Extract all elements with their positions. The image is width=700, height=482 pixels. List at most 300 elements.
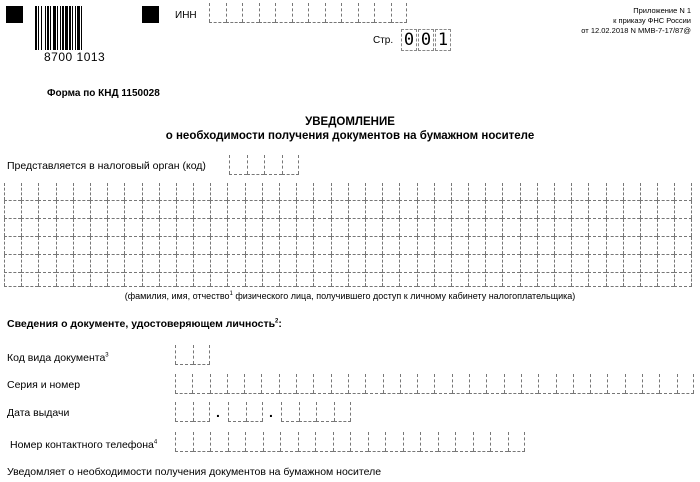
fio-row-6-cell[interactable] bbox=[520, 270, 537, 287]
fio-row-3-cell[interactable] bbox=[434, 219, 451, 237]
fio-row-6-cell[interactable] bbox=[227, 270, 244, 287]
fio-row-2-cell[interactable] bbox=[434, 201, 451, 219]
fio-row-6-cell[interactable] bbox=[588, 270, 605, 287]
fio-row-2-cell[interactable] bbox=[417, 201, 434, 219]
fio-row-3-cell[interactable] bbox=[502, 219, 519, 237]
phone-cells-cell[interactable] bbox=[175, 432, 193, 452]
fio-row-2-cell[interactable] bbox=[279, 201, 296, 219]
fio-row-2-cell[interactable] bbox=[176, 201, 193, 219]
fio-row-2-cell[interactable] bbox=[331, 201, 348, 219]
fio-row-6-cell[interactable] bbox=[262, 270, 279, 287]
series-number-cells-cell[interactable] bbox=[434, 374, 451, 394]
fio-row-6-cell[interactable] bbox=[554, 270, 571, 287]
fio-row-2-cell[interactable] bbox=[142, 201, 159, 219]
inn-cells-cell[interactable] bbox=[209, 3, 226, 23]
fio-row-1-cell[interactable] bbox=[73, 183, 90, 201]
fio-row-6-cell[interactable] bbox=[417, 270, 434, 287]
series-number-cells-cell[interactable] bbox=[331, 374, 348, 394]
fio-row-2-cell[interactable] bbox=[124, 201, 141, 219]
fio-row-6-cell[interactable] bbox=[640, 270, 657, 287]
series-number-cells-cell[interactable] bbox=[590, 374, 607, 394]
phone-cells-cell[interactable] bbox=[333, 432, 351, 452]
fio-row-2-cell[interactable] bbox=[485, 201, 502, 219]
fio-row-6-cell[interactable] bbox=[142, 270, 159, 287]
fio-row-4-cell[interactable] bbox=[434, 237, 451, 255]
fio-row-6-cell[interactable] bbox=[451, 270, 468, 287]
fio-row-3-cell[interactable] bbox=[399, 219, 416, 237]
fio-row-4-cell[interactable] bbox=[571, 237, 588, 255]
fio-row-4-cell[interactable] bbox=[245, 237, 262, 255]
inn-cells-cell[interactable] bbox=[242, 3, 259, 23]
fio-row-2-cell[interactable] bbox=[90, 201, 107, 219]
fio-row-4-cell[interactable] bbox=[640, 237, 657, 255]
fio-row-6-cell[interactable] bbox=[502, 270, 519, 287]
fio-row-1-cell[interactable] bbox=[554, 183, 571, 201]
fio-row-3-cell[interactable] bbox=[21, 219, 38, 237]
phone-cells-cell[interactable] bbox=[350, 432, 368, 452]
fio-row-2-cell[interactable] bbox=[227, 201, 244, 219]
series-number-cells-cell[interactable] bbox=[279, 374, 296, 394]
fio-row-4-cell[interactable] bbox=[365, 237, 382, 255]
fio-row-3-cell[interactable] bbox=[468, 219, 485, 237]
fio-row-1-cell[interactable] bbox=[90, 183, 107, 201]
fio-row-6-cell[interactable] bbox=[124, 270, 141, 287]
fio-row-2-cell[interactable] bbox=[520, 201, 537, 219]
doc-type-label bbox=[7, 352, 109, 364]
fio-row-3-cell[interactable] bbox=[588, 219, 605, 237]
fio-row-2-cell[interactable] bbox=[159, 201, 176, 219]
series-number-cells-cell[interactable] bbox=[192, 374, 209, 394]
fio-row-2-cell[interactable] bbox=[571, 201, 588, 219]
fio-row-1-cell[interactable] bbox=[520, 183, 537, 201]
phone-cells[interactable] bbox=[175, 432, 525, 452]
page-digit-3[interactable]: 1 bbox=[435, 29, 451, 51]
fio-row-2-cell[interactable] bbox=[606, 201, 623, 219]
series-number-cells-cell[interactable] bbox=[642, 374, 659, 394]
fio-row-2-cell[interactable] bbox=[21, 201, 38, 219]
phone-cells-cell[interactable] bbox=[368, 432, 386, 452]
tax-authority-code-cells-cell[interactable] bbox=[229, 155, 247, 175]
fio-row-1-cell[interactable] bbox=[640, 183, 657, 201]
series-number-cells-cell[interactable] bbox=[452, 374, 469, 394]
inn-cells-cell[interactable] bbox=[308, 3, 325, 23]
issue-month-cells-cell[interactable] bbox=[246, 402, 264, 422]
fio-row-1-cell[interactable] bbox=[227, 183, 244, 201]
inn-cells-cell[interactable] bbox=[259, 3, 276, 23]
fio-row-3-cell[interactable] bbox=[520, 219, 537, 237]
fio-row-3-cell[interactable] bbox=[485, 219, 502, 237]
series-number-cells-cell[interactable] bbox=[504, 374, 521, 394]
fio-row-1-cell[interactable] bbox=[313, 183, 330, 201]
fio-row-6-cell[interactable] bbox=[176, 270, 193, 287]
fio-row-1-cell[interactable] bbox=[434, 183, 451, 201]
fio-row-2-cell[interactable] bbox=[468, 201, 485, 219]
fio-row-1[interactable] bbox=[4, 183, 692, 201]
fio-row-6-cell[interactable] bbox=[279, 270, 296, 287]
issue-year-cells-cell[interactable] bbox=[334, 402, 352, 422]
series-number-cells-cell[interactable] bbox=[261, 374, 278, 394]
fio-row-1-cell[interactable] bbox=[674, 183, 691, 201]
fio-row-6-cell[interactable] bbox=[21, 270, 38, 287]
issue-day-cells-cell[interactable] bbox=[175, 402, 193, 422]
barcode-bar bbox=[81, 6, 82, 50]
fio-row-3-cell[interactable] bbox=[90, 219, 107, 237]
fio-row-3-cell[interactable] bbox=[56, 219, 73, 237]
fio-row-3-cell[interactable] bbox=[38, 219, 55, 237]
fio-row-3-cell[interactable] bbox=[331, 219, 348, 237]
fio-row-2-cell[interactable] bbox=[107, 201, 124, 219]
issue-day-cells-cell[interactable] bbox=[193, 402, 211, 422]
series-number-cells-cell[interactable] bbox=[365, 374, 382, 394]
fio-row-1-cell[interactable] bbox=[571, 183, 588, 201]
fio-row-3-cell[interactable] bbox=[640, 219, 657, 237]
fio-row-4-cell[interactable] bbox=[4, 237, 21, 255]
fio-row-3-cell[interactable] bbox=[296, 219, 313, 237]
fio-row-2-cell[interactable] bbox=[623, 201, 640, 219]
series-number-cells-cell[interactable] bbox=[469, 374, 486, 394]
fio-row-6-cell[interactable] bbox=[365, 270, 382, 287]
fio-row-6-cell[interactable] bbox=[245, 270, 262, 287]
fio-row-4-cell[interactable] bbox=[554, 237, 571, 255]
fio-row-3-cell[interactable] bbox=[176, 219, 193, 237]
inn-cells-cell[interactable] bbox=[226, 3, 243, 23]
series-number-cells-cell[interactable] bbox=[521, 374, 538, 394]
fio-row-4-cell[interactable] bbox=[159, 237, 176, 255]
fio-row-3-cell[interactable] bbox=[606, 219, 623, 237]
inn-cells-cell[interactable] bbox=[325, 3, 342, 23]
fio-row-2-cell[interactable] bbox=[245, 201, 262, 219]
fio-row-1-cell[interactable] bbox=[245, 183, 262, 201]
fio-row-4-cell[interactable] bbox=[262, 237, 279, 255]
series-number-cells-cell[interactable] bbox=[677, 374, 694, 394]
fio-row-2[interactable] bbox=[4, 201, 692, 219]
fio-row-6-cell[interactable] bbox=[468, 270, 485, 287]
fio-row-1-cell[interactable] bbox=[279, 183, 296, 201]
tax-authority-code-cells-cell[interactable] bbox=[264, 155, 282, 175]
fio-row-4-cell[interactable] bbox=[21, 237, 38, 255]
fio-row-6-cell[interactable] bbox=[90, 270, 107, 287]
fio-row-1-cell[interactable] bbox=[451, 183, 468, 201]
page-digit-2[interactable]: 0 bbox=[418, 29, 434, 51]
fio-row-2-cell[interactable] bbox=[348, 201, 365, 219]
doc-type-cells-cell[interactable] bbox=[193, 345, 211, 365]
fio-row-4-cell[interactable] bbox=[657, 237, 674, 255]
inn-cells-cell[interactable] bbox=[275, 3, 292, 23]
fio-row-1-cell[interactable] bbox=[365, 183, 382, 201]
fio-row-1-cell[interactable] bbox=[4, 183, 21, 201]
fio-row-2-cell[interactable] bbox=[56, 201, 73, 219]
fio-row-4[interactable] bbox=[4, 237, 692, 255]
fio-row-3-cell[interactable] bbox=[417, 219, 434, 237]
fio-row-4-cell[interactable] bbox=[210, 237, 227, 255]
fio-row-3-cell[interactable] bbox=[571, 219, 588, 237]
tax-authority-code-cells-cell[interactable] bbox=[247, 155, 265, 175]
fio-row-3-cell[interactable] bbox=[674, 219, 691, 237]
fio-row-3-cell[interactable] bbox=[245, 219, 262, 237]
fio-row-6-cell[interactable] bbox=[56, 270, 73, 287]
fio-row-3-cell[interactable] bbox=[159, 219, 176, 237]
fio-row-1-cell[interactable] bbox=[399, 183, 416, 201]
fio-row-2-cell[interactable] bbox=[365, 201, 382, 219]
phone-cells-cell[interactable] bbox=[298, 432, 316, 452]
fio-row-1-cell[interactable] bbox=[537, 183, 554, 201]
fio-row-3-cell[interactable] bbox=[124, 219, 141, 237]
doc-type-cells[interactable] bbox=[175, 345, 210, 365]
fio-row-4-cell[interactable] bbox=[227, 237, 244, 255]
fio-row-4-cell[interactable] bbox=[399, 237, 416, 255]
document-section-footnote-mark: 2 bbox=[275, 318, 279, 325]
fio-row-3-cell[interactable] bbox=[365, 219, 382, 237]
fio-row-1-cell[interactable] bbox=[176, 183, 193, 201]
fio-row-1-cell[interactable] bbox=[142, 183, 159, 201]
fio-row-2-cell[interactable] bbox=[73, 201, 90, 219]
fio-row-4-cell[interactable] bbox=[279, 237, 296, 255]
fio-row-2-cell[interactable] bbox=[588, 201, 605, 219]
tax-authority-code-cells-cell[interactable] bbox=[282, 155, 300, 175]
fio-row-3-cell[interactable] bbox=[554, 219, 571, 237]
phone-cells-cell[interactable] bbox=[508, 432, 526, 452]
fio-row-4-cell[interactable] bbox=[90, 237, 107, 255]
fio-row-3-cell[interactable] bbox=[73, 219, 90, 237]
fio-row-4-cell[interactable] bbox=[606, 237, 623, 255]
phone-cells-cell[interactable] bbox=[280, 432, 298, 452]
fio-row-4-cell[interactable] bbox=[623, 237, 640, 255]
series-number-cells-cell[interactable] bbox=[227, 374, 244, 394]
fio-row-6-cell[interactable] bbox=[657, 270, 674, 287]
phone-cells-cell[interactable] bbox=[455, 432, 473, 452]
tax-authority-label: Представляется в налоговый орган (код) bbox=[7, 160, 206, 172]
fio-row-1-cell[interactable] bbox=[193, 183, 210, 201]
fio-caption-start: (фамилия, имя, отчество bbox=[124, 291, 230, 301]
fio-row-3-cell[interactable] bbox=[382, 219, 399, 237]
fio-row-3-cell[interactable] bbox=[210, 219, 227, 237]
series-number-cells-cell[interactable] bbox=[296, 374, 313, 394]
fio-row-6-cell[interactable] bbox=[4, 270, 21, 287]
fio-row-4-cell[interactable] bbox=[417, 237, 434, 255]
fio-row-6-cell[interactable] bbox=[623, 270, 640, 287]
series-number-cells-cell[interactable] bbox=[175, 374, 192, 394]
issue-year-cells[interactable] bbox=[281, 402, 351, 422]
fio-row-6-cell[interactable] bbox=[38, 270, 55, 287]
series-number-cells-cell[interactable] bbox=[486, 374, 503, 394]
fio-row-3-cell[interactable] bbox=[107, 219, 124, 237]
fio-row-3-cell[interactable] bbox=[262, 219, 279, 237]
fio-row-2-cell[interactable] bbox=[262, 201, 279, 219]
fio-row-4-cell[interactable] bbox=[193, 237, 210, 255]
fio-row-2-cell[interactable] bbox=[451, 201, 468, 219]
fio-row-6-cell[interactable] bbox=[210, 270, 227, 287]
phone-cells-cell[interactable] bbox=[420, 432, 438, 452]
series-number-cells-cell[interactable] bbox=[400, 374, 417, 394]
document-section-title bbox=[7, 318, 282, 330]
fio-row-4-cell[interactable] bbox=[382, 237, 399, 255]
fio-row-4-cell[interactable] bbox=[502, 237, 519, 255]
fio-row-2-cell[interactable] bbox=[210, 201, 227, 219]
fio-row-6-cell[interactable] bbox=[159, 270, 176, 287]
fio-row-4-cell[interactable] bbox=[674, 237, 691, 255]
page-digit-1[interactable]: 0 bbox=[401, 29, 417, 51]
series-number-cells-cell[interactable] bbox=[313, 374, 330, 394]
series-number-cells-cell[interactable] bbox=[625, 374, 642, 394]
fio-row-2-cell[interactable] bbox=[38, 201, 55, 219]
inn-cells-cell[interactable] bbox=[391, 3, 408, 23]
series-number-cells-cell[interactable] bbox=[659, 374, 676, 394]
fio-row-4-cell[interactable] bbox=[56, 237, 73, 255]
fio-row-3-cell[interactable] bbox=[313, 219, 330, 237]
fio-row-3[interactable] bbox=[4, 219, 692, 237]
issue-month-cells-cell[interactable] bbox=[228, 402, 246, 422]
series-number-cells[interactable] bbox=[175, 374, 694, 394]
issue-year-cells-cell[interactable] bbox=[281, 402, 299, 422]
phone-cells-cell[interactable] bbox=[490, 432, 508, 452]
fio-row-4-cell[interactable] bbox=[107, 237, 124, 255]
fio-row-1-cell[interactable] bbox=[657, 183, 674, 201]
fio-row-6-cell[interactable] bbox=[193, 270, 210, 287]
fio-row-3-cell[interactable] bbox=[348, 219, 365, 237]
fio-row-1-cell[interactable] bbox=[21, 183, 38, 201]
fio-row-2-cell[interactable] bbox=[193, 201, 210, 219]
fio-row-2-cell[interactable] bbox=[657, 201, 674, 219]
doc-type-cells-cell[interactable] bbox=[175, 345, 193, 365]
fio-row-2-cell[interactable] bbox=[502, 201, 519, 219]
fio-row-1-cell[interactable] bbox=[382, 183, 399, 201]
fio-row-6-cell[interactable] bbox=[434, 270, 451, 287]
fio-row-4-cell[interactable] bbox=[176, 237, 193, 255]
fio-row-1-cell[interactable] bbox=[210, 183, 227, 201]
series-number-cells-cell[interactable] bbox=[607, 374, 624, 394]
fio-row-1-cell[interactable] bbox=[124, 183, 141, 201]
fio-row-6-cell[interactable] bbox=[73, 270, 90, 287]
issue-year-cells-cell[interactable] bbox=[299, 402, 317, 422]
fio-row-6[interactable] bbox=[4, 270, 692, 287]
inn-cells-cell[interactable] bbox=[374, 3, 391, 23]
fio-row-6-cell[interactable] bbox=[399, 270, 416, 287]
issue-month-cells[interactable] bbox=[228, 402, 263, 422]
series-number-cells-cell[interactable] bbox=[556, 374, 573, 394]
fio-row-1-cell[interactable] bbox=[606, 183, 623, 201]
phone-cells-cell[interactable] bbox=[193, 432, 211, 452]
fio-row-3-cell[interactable] bbox=[4, 219, 21, 237]
fio-row-3-cell[interactable] bbox=[451, 219, 468, 237]
series-number-cells-cell[interactable] bbox=[348, 374, 365, 394]
fio-row-6-cell[interactable] bbox=[107, 270, 124, 287]
fio-row-3-cell[interactable] bbox=[193, 219, 210, 237]
phone-cells-cell[interactable] bbox=[385, 432, 403, 452]
fio-row-3-cell[interactable] bbox=[657, 219, 674, 237]
fio-row-2-cell[interactable] bbox=[537, 201, 554, 219]
fio-row-3-cell[interactable] bbox=[279, 219, 296, 237]
fio-row-4-cell[interactable] bbox=[468, 237, 485, 255]
inn-cells-cell[interactable] bbox=[358, 3, 375, 23]
fio-row-6-cell[interactable] bbox=[331, 270, 348, 287]
tax-authority-code-cells[interactable] bbox=[229, 155, 299, 175]
fio-row-6-cell[interactable] bbox=[674, 270, 691, 287]
fio-row-4-cell[interactable] bbox=[38, 237, 55, 255]
fio-row-1-cell[interactable] bbox=[348, 183, 365, 201]
series-number-label: Серия и номер bbox=[7, 379, 81, 391]
fio-row-4-cell[interactable] bbox=[142, 237, 159, 255]
fio-row-6-cell[interactable] bbox=[313, 270, 330, 287]
fio-row-4-cell[interactable] bbox=[331, 237, 348, 255]
fio-row-1-cell[interactable] bbox=[502, 183, 519, 201]
fio-row-6-cell[interactable] bbox=[382, 270, 399, 287]
phone-cells-cell[interactable] bbox=[263, 432, 281, 452]
series-number-cells-cell[interactable] bbox=[210, 374, 227, 394]
fio-row-1-cell[interactable] bbox=[296, 183, 313, 201]
inn-cells-cell[interactable] bbox=[341, 3, 358, 23]
fio-row-1-cell[interactable] bbox=[623, 183, 640, 201]
fio-row-1-cell[interactable] bbox=[485, 183, 502, 201]
fio-row-2-cell[interactable] bbox=[296, 201, 313, 219]
fio-row-6-cell[interactable] bbox=[537, 270, 554, 287]
fio-row-2-cell[interactable] bbox=[674, 201, 691, 219]
fio-row-1-cell[interactable] bbox=[262, 183, 279, 201]
fio-row-4-cell[interactable] bbox=[451, 237, 468, 255]
fio-row-4-cell[interactable] bbox=[485, 237, 502, 255]
fio-row-1-cell[interactable] bbox=[588, 183, 605, 201]
fio-row-1-cell[interactable] bbox=[107, 183, 124, 201]
fio-row-2-cell[interactable] bbox=[382, 201, 399, 219]
fio-row-3-cell[interactable] bbox=[623, 219, 640, 237]
fio-row-4-cell[interactable] bbox=[124, 237, 141, 255]
fio-row-3-cell[interactable] bbox=[142, 219, 159, 237]
fio-row-6-cell[interactable] bbox=[485, 270, 502, 287]
inn-cells-cell[interactable] bbox=[292, 3, 309, 23]
fio-row-1-cell[interactable] bbox=[56, 183, 73, 201]
fio-row-2-cell[interactable] bbox=[4, 201, 21, 219]
fio-row-1-cell[interactable] bbox=[38, 183, 55, 201]
fio-row-4-cell[interactable] bbox=[520, 237, 537, 255]
series-number-cells-cell[interactable] bbox=[417, 374, 434, 394]
barcode-bar bbox=[41, 6, 42, 50]
fio-row-3-cell[interactable] bbox=[227, 219, 244, 237]
phone-cells-cell[interactable] bbox=[403, 432, 421, 452]
issue-day-cells[interactable] bbox=[175, 402, 210, 422]
phone-cells-cell[interactable] bbox=[245, 432, 263, 452]
fio-row-1-cell[interactable] bbox=[159, 183, 176, 201]
fio-row-1-cell[interactable] bbox=[417, 183, 434, 201]
fio-row-4-cell[interactable] bbox=[313, 237, 330, 255]
fio-row-2-cell[interactable] bbox=[640, 201, 657, 219]
fio-row-6-cell[interactable] bbox=[606, 270, 623, 287]
fio-row-6-cell[interactable] bbox=[571, 270, 588, 287]
series-number-cells-cell[interactable] bbox=[383, 374, 400, 394]
phone-cells-cell[interactable] bbox=[473, 432, 491, 452]
fio-row-3-cell[interactable] bbox=[537, 219, 554, 237]
series-number-cells-cell[interactable] bbox=[573, 374, 590, 394]
phone-cells-cell[interactable] bbox=[210, 432, 228, 452]
fio-row-4-cell[interactable] bbox=[73, 237, 90, 255]
series-number-cells-cell[interactable] bbox=[244, 374, 261, 394]
phone-cells-cell[interactable] bbox=[438, 432, 456, 452]
fio-row-6-cell[interactable] bbox=[348, 270, 365, 287]
fio-row-2-cell[interactable] bbox=[399, 201, 416, 219]
fio-row-4-cell[interactable] bbox=[588, 237, 605, 255]
issue-year-cells-cell[interactable] bbox=[316, 402, 334, 422]
fio-row-6-cell[interactable] bbox=[296, 270, 313, 287]
fio-row-1-cell[interactable] bbox=[468, 183, 485, 201]
phone-cells-cell[interactable] bbox=[228, 432, 246, 452]
fio-row-4-cell[interactable] bbox=[348, 237, 365, 255]
inn-cells[interactable] bbox=[209, 3, 407, 23]
fio-row-4-cell[interactable] bbox=[296, 237, 313, 255]
fio-row-1-cell[interactable] bbox=[331, 183, 348, 201]
fio-row-2-cell[interactable] bbox=[554, 201, 571, 219]
fio-row-2-cell[interactable] bbox=[313, 201, 330, 219]
fio-row-4-cell[interactable] bbox=[537, 237, 554, 255]
phone-cells-cell[interactable] bbox=[315, 432, 333, 452]
series-number-cells-cell[interactable] bbox=[538, 374, 555, 394]
